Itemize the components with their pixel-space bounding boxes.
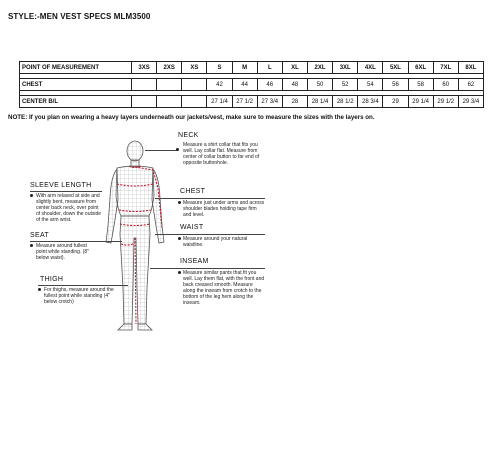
row-label: CHEST [20, 79, 132, 91]
table-cell [157, 79, 182, 91]
column-header: 5XL [383, 62, 408, 74]
chest-leader-line [155, 198, 265, 199]
thigh-marker [38, 288, 41, 291]
measurement-diagram [30, 128, 380, 338]
column-header: 2XS [157, 62, 182, 74]
column-header: 6XL [408, 62, 433, 74]
column-header: XS [182, 62, 207, 74]
column-header: 8XL [458, 62, 483, 74]
thigh-description: For thighs, measure around the fullest point while standing (4" below crotch) [44, 287, 114, 305]
table-cell: 56 [383, 79, 408, 91]
table-header-row [20, 62, 484, 74]
column-header: XL [282, 62, 307, 74]
table-cell: 48 [282, 79, 307, 91]
column-header: M [232, 62, 257, 74]
table-cell: 28 1/2 [333, 96, 358, 108]
table-cell [157, 96, 182, 108]
chest-description: Measure just under arms and across shoulder blades holding tape firm and level. [183, 200, 265, 218]
style-title: STYLE:-MEN VEST SPECS MLM3500 [8, 12, 151, 21]
chest-marker [178, 201, 181, 204]
table-cell: 28 [282, 96, 307, 108]
column-header: 2XL [307, 62, 332, 74]
table-cell: 44 [232, 79, 257, 91]
table-cell: 58 [408, 79, 433, 91]
table-cell: 28 1/4 [307, 96, 332, 108]
column-header: 4XL [358, 62, 383, 74]
table-cell: 29 [383, 96, 408, 108]
table-cell: 27 1/4 [207, 96, 232, 108]
sleeve-length-title: SLEEVE LENGTH [30, 182, 92, 189]
table-cell: 29 3/4 [458, 96, 483, 108]
table-cell: 27 3/4 [257, 96, 282, 108]
neck-marker [176, 148, 179, 151]
table-row [20, 96, 484, 108]
table-cell: 50 [307, 79, 332, 91]
waist-marker [178, 237, 181, 240]
column-header: 3XL [333, 62, 358, 74]
table-cell [182, 96, 207, 108]
table-cell: 62 [458, 79, 483, 91]
table-cell: 46 [257, 79, 282, 91]
size-spec-table [19, 61, 484, 108]
seat-marker [30, 244, 33, 247]
sleeve-marker [30, 194, 33, 197]
column-header: 3XS [132, 62, 157, 74]
table-cell: 60 [433, 79, 458, 91]
table-cell: 28 3/4 [358, 96, 383, 108]
column-header: 7XL [433, 62, 458, 74]
table-cell: 54 [358, 79, 383, 91]
inseam-leader-line [150, 268, 265, 269]
layering-note: NOTE: If you plan on wearing a heavy layers underneath our jackets/vest, make sure to measure the sizes with the layers on. [8, 114, 375, 121]
waist-description: Measure around your natural waistline. [183, 236, 248, 248]
row-label: CENTER B/L [20, 96, 132, 108]
neck-title: NECK [178, 132, 199, 139]
table-cell [132, 79, 157, 91]
sleeve-length-description: With arm relaxed at side and slightly bent, measure from center back neck, over point of shoulder, down the outside of the arm wrist. [36, 193, 102, 223]
thigh-title: THIGH [40, 276, 64, 283]
inseam-title: INSEAM [180, 258, 209, 265]
table-cell [182, 79, 207, 91]
seat-description: Measure around fullest point while standing. (8" below waist). [36, 243, 89, 261]
inseam-description: Measure similar pants that fit you well. Lay them flat, with the front and back creased smooth. Measure along the inseam from crotch to the bottom of the leg hem along the inseam. [183, 270, 265, 306]
column-header: L [257, 62, 282, 74]
seat-title: SEAT [30, 232, 49, 239]
column-header: S [207, 62, 232, 74]
table-cell [132, 96, 157, 108]
seat-leader-line [30, 241, 122, 242]
waist-title: WAIST [180, 224, 204, 231]
table-cell: 42 [207, 79, 232, 91]
table-row [20, 79, 484, 91]
waist-leader-line [155, 234, 265, 235]
neck-description: Measure a shirt collar that fits you well. Lay collar flat. Measure from center of collar button to far end of opposite buttonhole. [183, 142, 260, 166]
chest-title: CHEST [180, 188, 206, 195]
table-cell: 52 [333, 79, 358, 91]
neck-leader-line [145, 150, 178, 151]
table-cell: 29 1/4 [408, 96, 433, 108]
inseam-marker [178, 271, 181, 274]
column-header: POINT OF MEASUREMENT [20, 62, 132, 74]
table-cell: 29 1/2 [433, 96, 458, 108]
thigh-leader-line [38, 285, 128, 286]
table-cell: 27 1/2 [232, 96, 257, 108]
sleeve-leader-line [30, 191, 102, 192]
